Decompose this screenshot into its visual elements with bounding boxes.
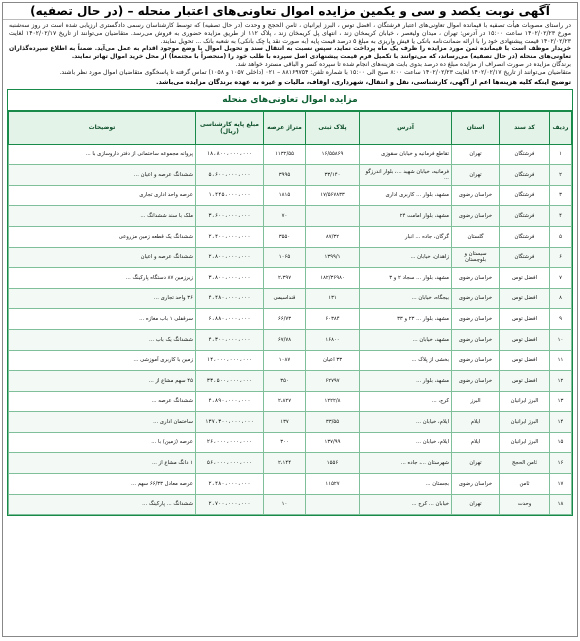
cell-area: ۱۳۷ (264, 412, 306, 433)
cell-description: ششدانگ یک باب ... (9, 329, 196, 350)
cell-code: افضل توس (500, 350, 550, 371)
table-row (9, 494, 572, 515)
table-row (9, 371, 572, 392)
header-address: آدرس (360, 111, 452, 144)
cell-index: ۳ (550, 185, 572, 206)
cell-price: ۵،۶۰۰،۰۰۰،۰۰۰ (196, 165, 264, 186)
cell-province: تهران (452, 144, 500, 165)
table-row (9, 247, 572, 268)
cell-province: خراسان رضوی (452, 288, 500, 309)
cell-price: ۲،۸۰۰،۰۰۰،۰۰۰ (196, 247, 264, 268)
cell-index: ۸ (550, 288, 572, 309)
table-row (9, 144, 572, 165)
table-row (9, 391, 572, 412)
cell-area: ۱۰۶۵ (264, 247, 306, 268)
cell-address: مشهد، خیابان ... (360, 329, 452, 350)
cell-index: ۷ (550, 268, 572, 289)
cell-code: افضل توس (500, 309, 550, 330)
cell-address: مشهد، بلوار ... کاربری اداری (360, 185, 452, 206)
cell-code: البرز ایرانیان (500, 412, 550, 433)
cell-plate (306, 206, 360, 227)
cell-address: بخشی از پلاک ... (360, 350, 452, 371)
cell-area: ۱۸۱۵ (264, 185, 306, 206)
cell-plate: ۱۳۹۹/۱ (306, 247, 360, 268)
cell-price: ۵۶،۰۰۰،۰۰۰،۰۰۰ (196, 453, 264, 474)
cell-code: افضل توس (500, 371, 550, 392)
cell-plate: ۳۳/۵۵ (306, 412, 360, 433)
cell-address: خیابان ... کرج ... (360, 494, 452, 515)
cell-province: گلستان (452, 226, 500, 247)
cell-code: فرشتگان (500, 144, 550, 165)
cell-address: مشهد، بلوار ... ۲۳ و ۳۳ (360, 309, 452, 330)
table-row (9, 288, 572, 309)
cell-code: فرشتگان (500, 185, 550, 206)
cell-address: کرج، ... (360, 391, 452, 412)
cell-area (264, 474, 306, 495)
cell-description: عرصه معادل ۶۶/۳۳ سهم ... (9, 474, 196, 495)
cell-address: شهرستان ...، جاده ... (360, 453, 452, 474)
cell-index: ۱۸ (550, 494, 572, 515)
cell-area: ۷۰ (264, 206, 306, 227)
header-plate: پلاک ثبتی (306, 111, 360, 144)
intro-paragraph-1: در راستای مصوبات هیأت تصفیه با قیمانده اموال تعاونی‌های اعتبار فرشتگان ، افضل توس ، البرز ایرانیان ، ثامن الحجج و وحدت (در حال تصفیه) که توسط کارشناسان رسمی دادگستری ارزیابی شده است در روز سه‌شنبه مورخ ۱۴۰۲/۰۲/۲۳ ساعت ۱۵:۰۰ در آدرس: تهران ، میدان ولیعصر ، خیابان کریمخان زند ، انتهای پل کریمخان زند ، پلاک ۱۱۲ از طریق مزایده حضوری به فروش می‌رسد. متقاضیان می‌توانند از تاریخ ۱۴۰۲/۰۲/۱۷ لغایت ۱۴۰۲/۰۲/۲۳ قیمت پیشنهادی خود را با ارائه ضمانت‌نامه بانکی یا فیش واریزی به مبلغ ۵ درصد قیمت پایه (به صورت نقد یا چک بانکی) به شعبه بانک ... تحویل نمایند. (9, 22, 571, 45)
cell-area: ۱۰ (264, 494, 306, 515)
cell-address: مشهد، بلوار امامت ۲۴ (360, 206, 452, 227)
cell-province: خراسان رضوی (452, 474, 500, 495)
cell-code: افضل توس (500, 288, 550, 309)
cell-province: البرز (452, 391, 500, 412)
table-row (9, 350, 572, 371)
cell-price: ۲،۷۰۰،۰۰۰،۰۰۰ (196, 494, 264, 515)
cell-plate: ۱۳۷/۹۹ (306, 432, 360, 453)
cell-province: خراسان رضوی (452, 185, 500, 206)
cell-plate (306, 494, 360, 515)
cell-address: مشهد، بلوار ... (360, 371, 452, 392)
cell-plate: ۱۱۵۲۷ (306, 474, 360, 495)
cell-index: ۴ (550, 206, 572, 227)
table-row (9, 226, 572, 247)
cell-index: ۵ (550, 226, 572, 247)
table-header-row (9, 111, 572, 144)
notice-intro (3, 20, 577, 77)
cell-price: ۲،۴۸۰،۰۰۰،۰۰۰ (196, 474, 264, 495)
cell-plate: ۱۵۵۶ (306, 453, 360, 474)
cell-plate: ۱۷/۵۶۷۸۳۳ (306, 185, 360, 206)
cell-province: سیستان و بلوچستان (452, 247, 500, 268)
cell-area: ۲،۸۲۷ (264, 391, 306, 412)
auction-table (8, 111, 572, 516)
cell-province: خراسان رضوی (452, 206, 500, 227)
auction-notice (2, 2, 578, 637)
table-row (9, 165, 572, 186)
table-row (9, 412, 572, 433)
auction-table-container (7, 89, 573, 517)
cell-area: ۲،۳۹۷ (264, 268, 306, 289)
table-row (9, 185, 572, 206)
cell-price: ۴،۸۹۰،۰۰۰،۰۰۰ (196, 391, 264, 412)
cell-plate: ۱۶/۵۵۸۶۹ (306, 144, 360, 165)
cell-description: زیرزمین ۸۷ دستگاه پارکینگ ... (9, 268, 196, 289)
cell-area: قنداسیمی (264, 288, 306, 309)
cell-province: تهران (452, 494, 500, 515)
cell-address: ایلام، خیابان ... (360, 432, 452, 453)
table-row (9, 453, 572, 474)
cell-index: ۱۲ (550, 371, 572, 392)
notice-note: توضیح اینکه کلیه هزینه‌ها اعم از آگهی، کارشناسی، نقل و انتقال، شهرداری، اوقاف، مالیات و غیره به عهده برندگان مزایده می‌باشد. (156, 77, 571, 86)
cell-price: ۲،۴۰۰،۰۰۰،۰۰۰ (196, 226, 264, 247)
cell-address: گرگان، جاده ... انبار (360, 226, 452, 247)
cell-province: ایلام (452, 432, 500, 453)
cell-description: ششدانگ ... پارکینگ ... (9, 494, 196, 515)
cell-address: زاهدان، خیابان ... (360, 247, 452, 268)
cell-code: ثامن (500, 474, 550, 495)
cell-plate: ۳۳/۱۴۰ (306, 165, 360, 186)
cell-description: پروانه مجموعه ساختمانی از دفتر داروسازی با ... (9, 144, 196, 165)
intro-paragraph-3: برندگان مزایده در صورت انصراف از مزایده مبلغ ده درصد بدوی بابت هزینه‌های انجام شده تا سپرده کسر و الباقی مسترد خواهد شد. (235, 60, 571, 68)
cell-code: ثامن الحجج (500, 453, 550, 474)
cell-description: ۱ دانگ مشاع از ... (9, 453, 196, 474)
header-description: توضیحات (9, 111, 196, 144)
cell-area: ۱۱۳۲/۵۵ (264, 144, 306, 165)
cell-plate: ۸۷/۳۲ (306, 226, 360, 247)
table-body (9, 144, 572, 515)
cell-price: ۱۳۷،۳۰۰،۰۰۰،۰۰۰ (196, 412, 264, 433)
cell-address: مشهد، بلوار ... سجاد ۲ و ۳ (360, 268, 452, 289)
cell-price: ۱۸،۸۰۰،۰۰۰،۰۰۰ (196, 144, 264, 165)
cell-address: تقاطع فرمانیه و خیابان سقوزی (360, 144, 452, 165)
cell-code: فرشتگان (500, 226, 550, 247)
cell-index: ۱۶ (550, 453, 572, 474)
cell-index: ۱۴ (550, 412, 572, 433)
table-row (9, 268, 572, 289)
cell-plate: ۶۰۳۸۴ (306, 309, 360, 330)
cell-code: افضل توس (500, 329, 550, 350)
table-row (9, 329, 572, 350)
cell-area: ۱۰۸۷ (264, 350, 306, 371)
table-row (9, 474, 572, 495)
cell-description: ششدانگ عرصه ... (9, 391, 196, 412)
cell-address: بجستان ... (360, 474, 452, 495)
cell-province: ایلام (452, 412, 500, 433)
cell-description: ساختمان اداری ... (9, 412, 196, 433)
cell-plate: ۱۳۱ (306, 288, 360, 309)
cell-province: خراسان رضوی (452, 268, 500, 289)
intro-paragraph-2: خریدار موظف است با قیمانده ثمن مورد مزایده را ظرف یک ماه پرداخت نماید، سپس نسبت به انتقال سند و تحویل اموال با وضع موجود اقدام به عمل می‌آید. ضمناً به اطلاع سپرده‌گذاران تعاونی‌های منحله (در حال تصفیه) می‌رساند، که می‌توانند با تکمیل فرم قیمت پیشنهادی اصل سپرده با طلب خود را (منحصراً با مجتمعاً) از محل خرید اموال تهاتر نمایند. (9, 45, 571, 61)
cell-province: تهران (452, 453, 500, 474)
cell-index: ۱۵ (550, 432, 572, 453)
notice-title: آگهی نوبت یکصد و سی و یکمین مزایده اموال تعاونی‌های اعتبار منحله – (در حال تصفیه) (3, 3, 577, 20)
cell-price: ۴،۴۸۰،۰۰۰،۰۰۰ (196, 288, 264, 309)
cell-index: ۶ (550, 247, 572, 268)
cell-index: ۱۷ (550, 474, 572, 495)
cell-price: ۳،۶۰۰،۰۰۰،۰۰۰ (196, 206, 264, 227)
cell-code: فرشتگان (500, 165, 550, 186)
cell-description: ششدانگ عرصه و اعیان (9, 247, 196, 268)
cell-province: خراسان رضوی (452, 371, 500, 392)
cell-province: خراسان رضوی (452, 329, 500, 350)
table-row (9, 309, 572, 330)
cell-description: ششدانگ عرصه و اعیان ... (9, 165, 196, 186)
cell-code: البرز ایرانیان (500, 432, 550, 453)
cell-index: ۱۳ (550, 391, 572, 412)
cell-area: ۳۹۹۵ (264, 165, 306, 186)
cell-price: ۲۶،۰۰۰،۰۰۰،۰۰۰ (196, 432, 264, 453)
cell-index: ۱۰ (550, 329, 572, 350)
cell-address: بیجگاه، خیابان ... (360, 288, 452, 309)
cell-index: ۹ (550, 309, 572, 330)
cell-plate: ۱۲۲۲/۸ (306, 391, 360, 412)
cell-plate: ۶۲۷۹۷ (306, 371, 360, 392)
header-price: مبلغ پایه کارشناسی (ریال) (196, 111, 264, 144)
cell-description: سرقفلی ۱ باب مغازه ... (9, 309, 196, 330)
cell-code: فرشتگان (500, 247, 550, 268)
table-row (9, 206, 572, 227)
cell-area: ۳۵۰ (264, 371, 306, 392)
header-code: کد سند (500, 111, 550, 144)
cell-area: ۲،۱۴۴ (264, 453, 306, 474)
cell-code: البرز ایرانیان (500, 391, 550, 412)
table-title: مزایده اموال تعاونی‌های منحله (8, 90, 572, 111)
cell-area: ۳۰۰ (264, 432, 306, 453)
cell-address: ایلام، خیابان ... (360, 412, 452, 433)
cell-plate: ۱۶۸۰۰ (306, 329, 360, 350)
header-index: ردیف (550, 111, 572, 144)
cell-price: ۱۴،۰۰۰،۰۰۰،۰۰۰ (196, 350, 264, 371)
cell-code: وحدت (500, 494, 550, 515)
cell-description: ششدانگ یک قطعه زمین مزروعی (9, 226, 196, 247)
cell-plate: ۳۳ اعیان (306, 350, 360, 371)
cell-description: عرصه (زمین) با ... (9, 432, 196, 453)
cell-price: ۱،۴۴۵،۰۰۰،۰۰۰ (196, 185, 264, 206)
cell-description: ۳۶ واحد تجاری ... (9, 288, 196, 309)
cell-index: ۲ (550, 165, 572, 186)
cell-description: ۴۵ سهم مشاع از ... (9, 371, 196, 392)
intro-paragraph-4: متقاضیان می‌توانند از تاریخ ۱۴۰۲/۰۲/۱۷ لغایت ۱۴۰۲/۰۲/۲۳ ساعت ۸:۰۰ صبح الی ۱۵:۰۰ با شماره تلفن: ۸۸۱۶۹۷۵۴ – ۰۲۱ (داخلی ۱۰۵۷ و ۱۰۵۸) تماس گرفته تا پاسخگوی متقاضیان اموال مورد نظر باشند. (59, 68, 571, 76)
cell-area: ۳۵۵۰ (264, 226, 306, 247)
cell-address: فرمانیه، خیابان شهید ...، بلوار اندرزگو ... (360, 165, 452, 186)
header-area: متراژ عرصه (264, 111, 306, 144)
cell-code: افضل توس (500, 268, 550, 289)
header-province: استان (452, 111, 500, 144)
cell-index: ۱ (550, 144, 572, 165)
cell-description: زمین با کاربری آموزشی ... (9, 350, 196, 371)
cell-description: عرصه واحد اداری تجاری (9, 185, 196, 206)
cell-area: ۶۶/۷۳ (264, 309, 306, 330)
cell-price: ۳،۸۰۰،۰۰۰،۰۰۰ (196, 268, 264, 289)
cell-province: خراسان رضوی (452, 309, 500, 330)
cell-index: ۱۱ (550, 350, 572, 371)
cell-province: تهران (452, 165, 500, 186)
cell-price: ۶،۸۸۰،۰۰۰،۰۰۰ (196, 309, 264, 330)
cell-price: ۳۳،۵۰۰،۰۰۰،۰۰۰ (196, 371, 264, 392)
table-row (9, 432, 572, 453)
cell-plate: ۱۸۲/۳۶۹۸۰ (306, 268, 360, 289)
cell-code: فرشتگان (500, 206, 550, 227)
cell-description: ملک با سند ششدانگ ... (9, 206, 196, 227)
cell-province: خراسان رضوی (452, 350, 500, 371)
cell-price: ۴،۳۰۰،۰۰۰،۰۰۰ (196, 329, 264, 350)
cell-area: ۶۷/۷۸ (264, 329, 306, 350)
